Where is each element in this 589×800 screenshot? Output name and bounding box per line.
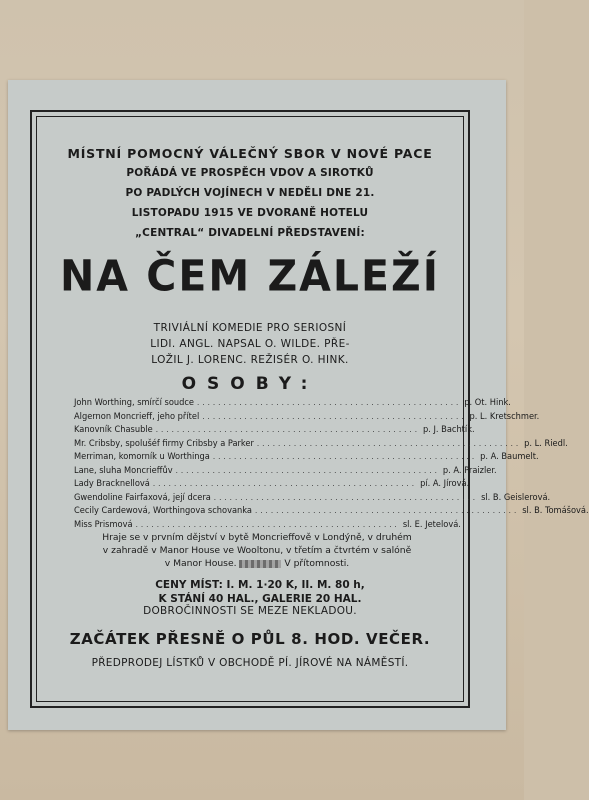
ticket-prices bbox=[70, 578, 450, 606]
setting-line-1: Hraje se v prvním dějství v bytě Moncrieffově v Londýně, v druhém bbox=[102, 532, 412, 543]
cast-actor: p. A. Baumelt. bbox=[480, 451, 539, 462]
ink-smudge bbox=[239, 560, 281, 568]
cast-row bbox=[74, 505, 589, 519]
setting-line-3a: v Manor House. bbox=[164, 558, 237, 569]
prices-line-1: CENY MÍST: I. M. 1·20 K, II. M. 80 h, bbox=[155, 579, 365, 591]
cast-actor: sl. B. Geislerová. bbox=[481, 491, 551, 503]
setting-line-3b: V přítomnosti. bbox=[284, 558, 350, 569]
subtitle-line-3: LOŽIL J. LORENC. REŽISÉR O. HINK. bbox=[151, 354, 349, 366]
header-line-5: „CENTRAL“ DIVADELNÍ PŘEDSTAVENÍ: bbox=[135, 227, 365, 239]
header-line-3: PO PADLÝCH VOJÍNECH V NEDĚLI DNE 21. bbox=[125, 187, 375, 199]
leader-dots: .................................................. bbox=[202, 411, 467, 421]
leader-dots: .................................................. bbox=[152, 479, 418, 488]
cast-actor: p. L. Kretschmer. bbox=[469, 410, 540, 422]
cast-row bbox=[74, 518, 461, 533]
setting-paragraph bbox=[74, 531, 440, 570]
header-line-2: POŘÁDÁ VE PROSPĚCH VDOV A SIROTKŮ bbox=[126, 167, 374, 179]
charity-note: DOBROČINNOSTI SE MEZE NEKLADOU. bbox=[143, 605, 357, 617]
cast-role: Gwendoline Fairfaxová, její dcera bbox=[74, 491, 211, 503]
cast-role: Merriman, komorník u Worthinga bbox=[74, 451, 210, 462]
cast-row bbox=[74, 451, 539, 465]
cast-role: Cecily Cardewová, Worthingova schovanka bbox=[74, 505, 252, 516]
leader-dots: .................................................. bbox=[197, 398, 462, 407]
cast-role: Miss Prismová bbox=[74, 518, 133, 530]
cast-row bbox=[74, 491, 551, 506]
leader-dots: .................................................. bbox=[212, 452, 478, 461]
cast-actor: pí. A. Jírová. bbox=[420, 478, 470, 489]
cast-actor: sl. B. Tomášová. bbox=[522, 505, 589, 516]
cast-actor: p. Ot. Hink. bbox=[464, 397, 511, 408]
cast-row bbox=[74, 424, 475, 438]
prices-line-2: K STÁNÍ 40 HAL., GALERIE 20 HAL. bbox=[158, 593, 362, 605]
leader-dots: .................................................. bbox=[256, 438, 522, 448]
cast-role: Lane, sluha Moncrieffův bbox=[74, 464, 173, 476]
organizer-line: MÍSTNÍ POMOCNÝ VÁLEČNÝ SBOR V NOVÉ PACE bbox=[67, 146, 433, 161]
subtitle-line-2: LIDI. ANGL. NAPSAL O. WILDE. PŘE- bbox=[150, 338, 350, 350]
cast-row bbox=[74, 437, 568, 452]
cast-role: Kanovník Chasuble bbox=[74, 424, 153, 435]
cast-role: Algernon Moncrieff, jeho přítel bbox=[74, 410, 200, 422]
start-time: ZAČÁTEK PŘESNĚ O PŮL 8. HOD. VEČER. bbox=[69, 630, 431, 648]
play-title: NA ČEM ZÁLEŽÍ bbox=[59, 250, 441, 302]
presale-note: PŘEDPRODEJ LÍSTKŮ V OBCHODĚ PÍ. JÍROVÉ NA NÁMĚSTÍ. bbox=[91, 657, 409, 669]
setting-line-2: v zahradě v Manor House ve Wooltonu, v třetím a čtvrtém v salóně bbox=[102, 545, 412, 556]
leader-dots: .................................................. bbox=[135, 519, 400, 529]
cast-role: John Worthing, smírčí soudce bbox=[74, 397, 194, 408]
leader-dots: .................................................. bbox=[155, 425, 420, 434]
cast-actor: p. L. Riedl. bbox=[524, 437, 568, 449]
header-line-4: LISTOPADU 1915 VE DVORANĚ HOTELU bbox=[131, 207, 369, 219]
cast-actor: p. A. Praizler. bbox=[442, 464, 497, 476]
cast-actor: sl. E. Jetelová. bbox=[402, 518, 461, 530]
cast-heading: OSOBY: bbox=[181, 374, 319, 394]
cast-row bbox=[74, 397, 511, 411]
cast-list bbox=[74, 397, 589, 532]
leader-dots: .................................................. bbox=[254, 506, 520, 515]
cast-actor: p. J. Bachtík. bbox=[422, 424, 475, 435]
cast-role: Lady Bracknellová bbox=[74, 478, 150, 489]
cast-row bbox=[74, 464, 497, 479]
cast-row bbox=[74, 410, 540, 425]
cast-role: Mr. Cribsby, spolušéf firmy Cribsby a Parker bbox=[74, 437, 254, 449]
setting-line-3 bbox=[74, 557, 440, 570]
cast-row bbox=[74, 478, 470, 492]
leader-dots: .................................................. bbox=[175, 465, 440, 475]
subtitle-line-1: TRIVIÁLNÍ KOMEDIE PRO SERIOSNÍ bbox=[153, 322, 347, 334]
leader-dots: .................................................. bbox=[213, 492, 479, 502]
